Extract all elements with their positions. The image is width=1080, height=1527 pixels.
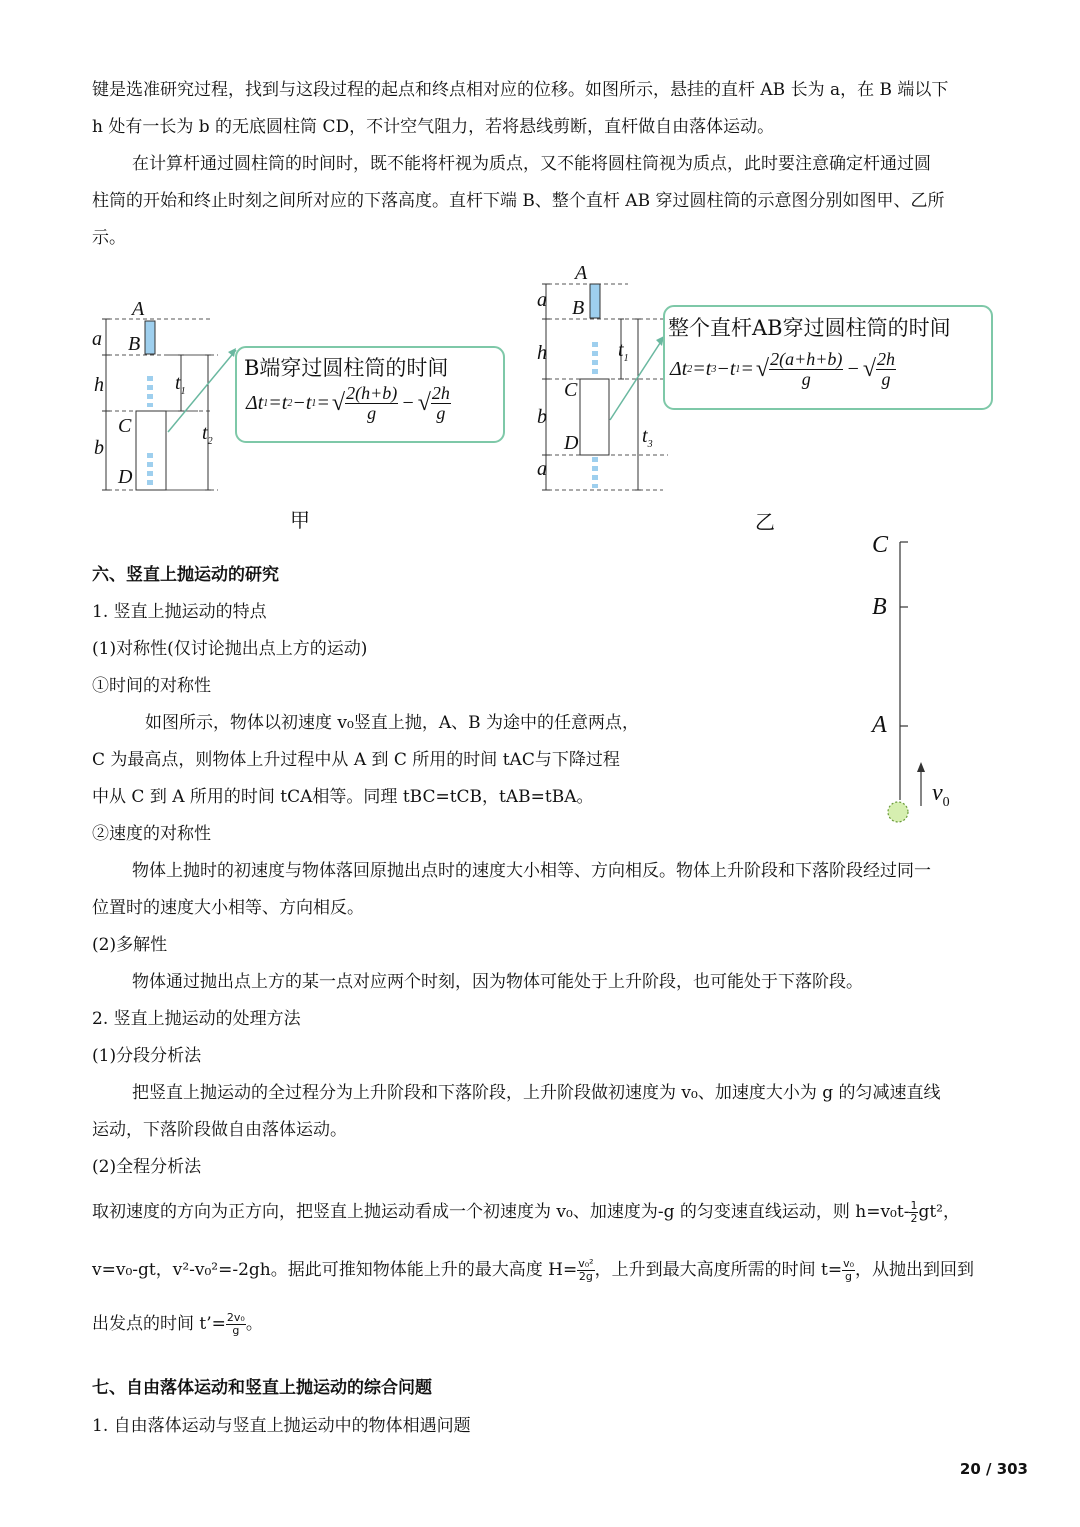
intro-line-4: 柱筒的开始和终止时刻之间所对应的下落高度。直杆下端 B、整个直杆 AB 穿过圆柱筒的示意图分别如图甲、乙所 bbox=[92, 191, 945, 211]
jia-label-t2: $t_2$ bbox=[202, 422, 213, 447]
yi-label-D: D bbox=[564, 432, 579, 454]
section6-s1-1: (1)对称性(仅讨论抛出点上方的运动) bbox=[92, 639, 368, 659]
throw-label-A: A bbox=[872, 712, 887, 738]
throw-label-v0: $v_0$ bbox=[932, 780, 950, 810]
jia-label-B: B bbox=[128, 333, 141, 355]
section6-s2-2: (2)全程分析法 bbox=[92, 1157, 202, 1177]
intro-line-5: 示。 bbox=[92, 228, 126, 248]
jia-label-A: A bbox=[132, 298, 145, 320]
section6-s1-1b: ②速度的对称性 bbox=[92, 824, 211, 844]
page-number: 20 / 303 bbox=[959, 1460, 1028, 1478]
section6-p2: C 为最高点，则物体上升过程中从 A 到 C 所用的时间 tAC与下降过程 bbox=[92, 750, 620, 770]
yi-formula: Δt 2 =t 3 −t 1 = √ $\frac{2(a+h+b)}{g}$ − √ $\frac{2h}{g}$ bbox=[670, 349, 896, 389]
yi-label-B: B bbox=[572, 297, 585, 319]
section6-title: 六、竖直上抛运动的研究 bbox=[92, 565, 279, 585]
yi-caption: 乙 bbox=[755, 510, 775, 534]
section6-p11: 出发点的时间 t’= $\frac{\text{2v₀}}{g}$ 。 bbox=[92, 1311, 263, 1337]
section6-p5: 位置时的速度大小相等、方向相反。 bbox=[92, 898, 364, 918]
section6-s1-2: (2)多解性 bbox=[92, 935, 168, 955]
section6-s2: 2. 竖直上抛运动的处理方法 bbox=[92, 1009, 301, 1029]
throw-label-C: C bbox=[872, 532, 889, 558]
section6-p9: 取初速度的方向为正方向，把竖直上抛运动看成一个初速度为 v₀、加速度为-g 的匀变速直线运动，则 h=v₀t- $\frac{1}{2}$ gt²， bbox=[92, 1199, 960, 1225]
section6-p6: 物体通过抛出点上方的某一点对应两个时刻，因为物体可能处于上升阶段，也可能处于下落阶段。 bbox=[132, 972, 863, 992]
intro-line-2: h 处有一长为 b 的无底圆柱筒 CD，不计空气阻力，若将悬线剪断，直杆做自由落体运动。 bbox=[92, 117, 775, 137]
section6-p10: v=v₀-gt，v²- v₀² =-2gh。据此可推知物体能上升的最大高度 H= $\frac{\text{v₀²}}{2g}$ ，上升到最大高度所需的时间 t= $\frac{\text{v₀}}{g}$ ，从抛出到回到 bbox=[92, 1257, 974, 1283]
intro-line-3: 在计算杆通过圆柱筒的时间时，既不能将杆视为质点，又不能将圆柱筒视为质点，此时要注意确定杆通过圆 bbox=[132, 154, 931, 174]
yi-label-a: a bbox=[537, 289, 547, 311]
section7-s1: 1. 自由落体运动与竖直上抛运动中的物体相遇问题 bbox=[92, 1416, 471, 1436]
jia-label-h: h bbox=[94, 374, 104, 396]
yi-label-t1: $t_1$ bbox=[618, 339, 629, 364]
intro-line-1: 键是选准研究过程，找到与这段过程的起点和终点相对应的位移。如图所示，悬挂的直杆 AB 长为 a，在 B 端以下 bbox=[92, 80, 949, 100]
section6-s1: 1. 竖直上抛运动的特点 bbox=[92, 602, 267, 622]
section6-p4: 物体上抛时的初速度与物体落回原抛出点时的速度大小相等、方向相反。物体上升阶段和下落阶段经过同一 bbox=[132, 861, 931, 881]
yi-label-h: h bbox=[537, 342, 547, 364]
yi-label-t3: $t_3$ bbox=[642, 425, 653, 450]
jia-box-title: B端穿过圆柱筒的时间 bbox=[244, 356, 449, 380]
yi-box-title: 整个直杆AB穿过圆柱筒的时间 bbox=[668, 316, 951, 340]
jia-label-b: b bbox=[94, 437, 104, 459]
section6-s2-1: (1)分段分析法 bbox=[92, 1046, 202, 1066]
section6-s1-1a: ①时间的对称性 bbox=[92, 676, 211, 696]
throw-label-B: B bbox=[872, 594, 887, 620]
jia-label-D: D bbox=[118, 466, 133, 488]
yi-label-a2: a bbox=[537, 458, 547, 480]
jia-label-C: C bbox=[118, 415, 132, 437]
section6-p3: 中从 C 到 A 所用的时间 tCA相等。同理 tBC=tCB，tAB=tBA。 bbox=[92, 787, 594, 807]
jia-label-a: a bbox=[92, 328, 102, 350]
jia-formula: Δt 1 =t 2 −t 1 = √ $\frac{2(h+b)}{g}$ − √ $\frac{2h}{g}$ bbox=[246, 383, 450, 423]
section6-p7: 把竖直上抛运动的全过程分为上升阶段和下落阶段，上升阶段做初速度为 v₀、加速度大小为 g 的匀减速直线 bbox=[132, 1083, 941, 1103]
figure-throw bbox=[870, 530, 970, 830]
section7-title: 七、自由落体运动和竖直上抛运动的综合问题 bbox=[92, 1378, 432, 1398]
yi-label-b: b bbox=[537, 406, 547, 428]
section6-p1: 如图所示，物体以初速度 v₀竖直上抛，A、B 为途中的任意两点， bbox=[145, 713, 639, 733]
jia-label-t1: $t_1$ bbox=[175, 372, 186, 397]
section6-p8: 运动，下落阶段做自由落体运动。 bbox=[92, 1120, 347, 1140]
yi-label-C: C bbox=[564, 379, 578, 401]
jia-caption: 甲 bbox=[290, 508, 310, 532]
yi-label-A: A bbox=[575, 262, 588, 284]
